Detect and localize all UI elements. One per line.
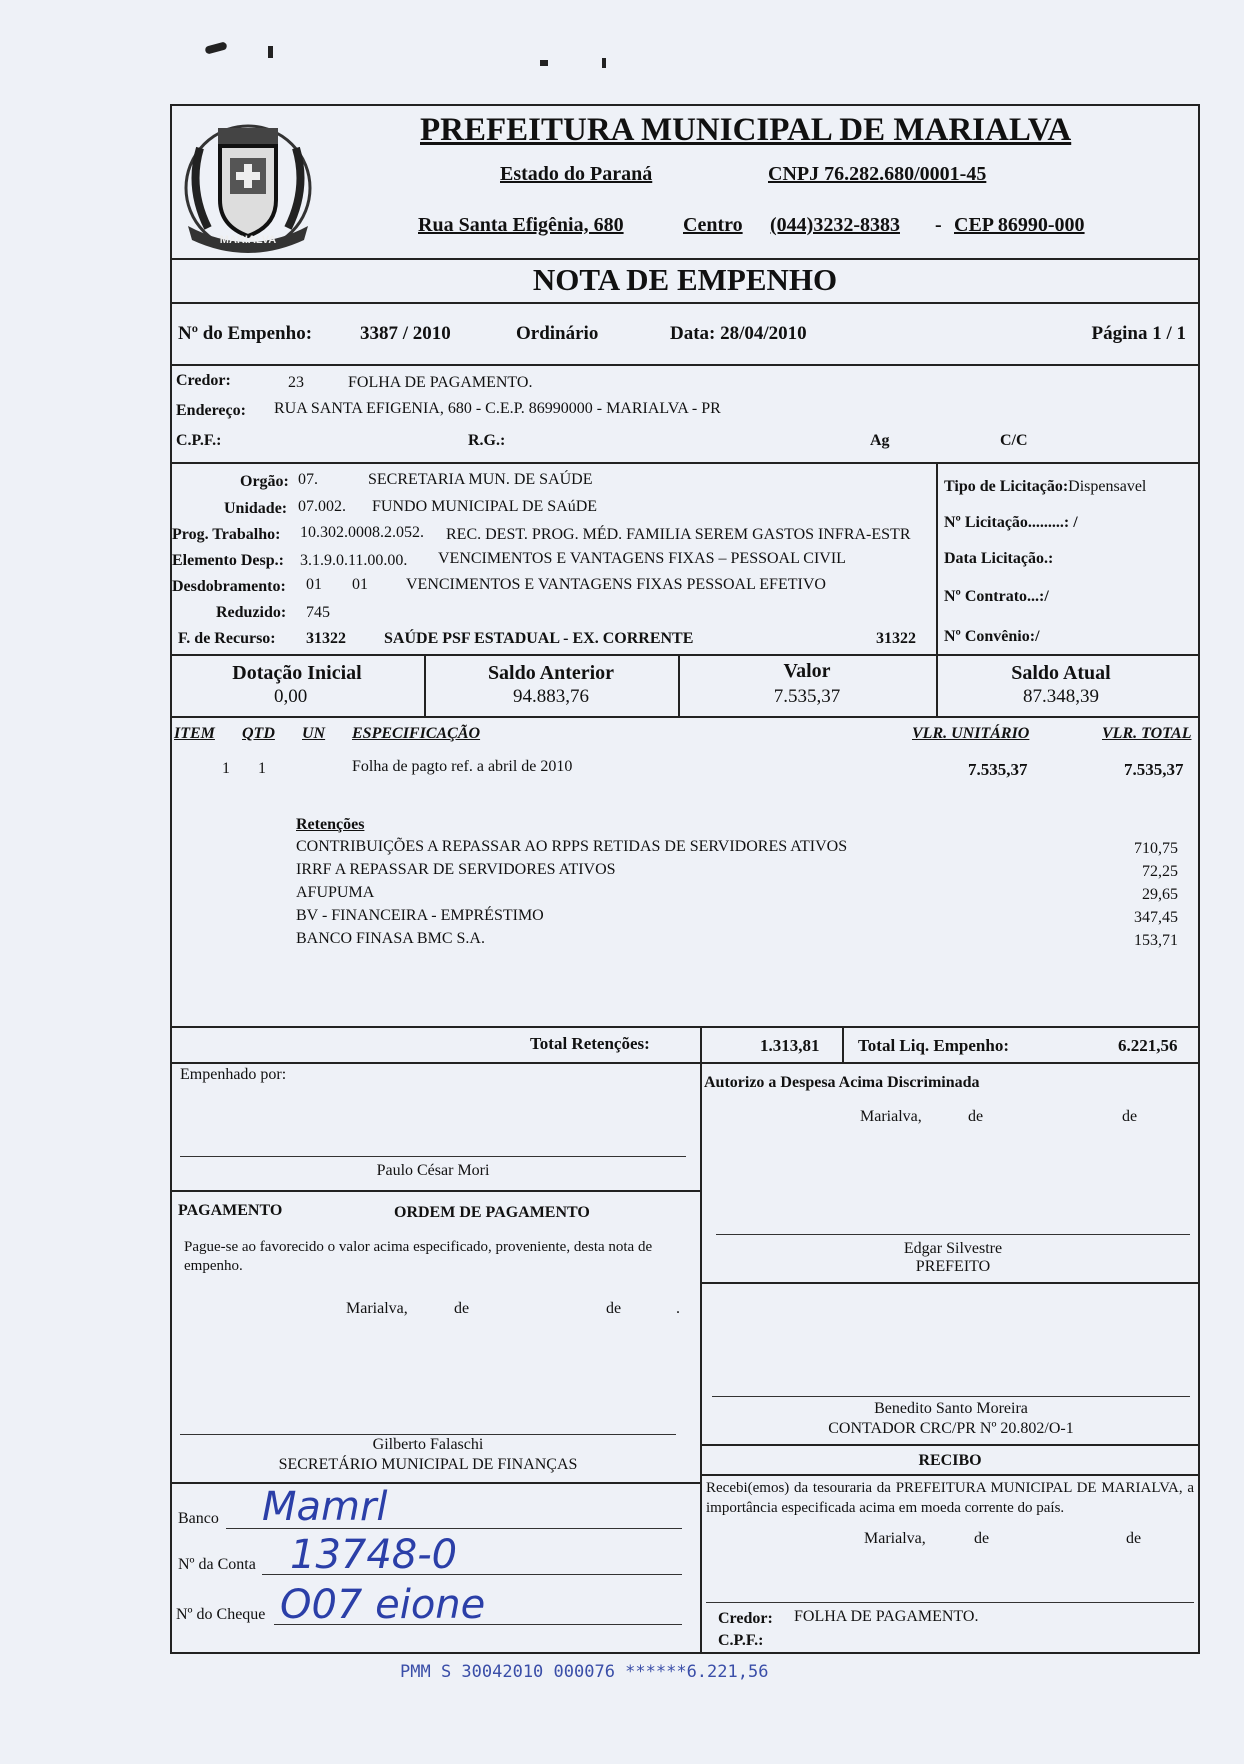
endereco-label: Endereço: (176, 402, 246, 419)
recibo-place: Marialva, (864, 1530, 926, 1547)
scan-mark (540, 60, 548, 66)
licitacao-type (944, 478, 1146, 496)
credor-code: 23 (288, 374, 304, 391)
pagamento-dot: . (676, 1300, 680, 1317)
col-valor-total: VLR. TOTAL (1102, 725, 1192, 742)
col-un: UN (302, 725, 326, 742)
page-number: Página 1 / 1 (1091, 323, 1186, 344)
retencao-label: AFUPUMA (296, 884, 375, 901)
col-valor-unitario: VLR. UNITÁRIO (912, 725, 1030, 742)
recibo-de: de (974, 1530, 990, 1547)
orgao-code: 07. (298, 471, 318, 488)
scan-mark (602, 58, 606, 68)
recibo-de: de (1126, 1530, 1142, 1547)
cc-label: C/C (1000, 432, 1028, 449)
saldo-anterior-label: Saldo Anterior (487, 662, 615, 684)
total-retencoes-label: Total Retenções: (530, 1034, 650, 1053)
signature-line (706, 1602, 1194, 1603)
accountant-name: Benedito Santo Moreira (874, 1400, 1028, 1417)
licitacao-date: Data Licitação.: (944, 550, 1054, 567)
dotacao-value: 0,00 (274, 686, 308, 707)
desdobramento-label: Desdobramento: (172, 578, 286, 595)
total-liquido-value: 6.221,56 (1118, 1036, 1178, 1055)
divider (842, 1026, 844, 1062)
credor-name: FOLHA DE PAGAMENTO. (348, 374, 533, 391)
saldo-atual-label: Saldo Atual (1011, 662, 1111, 684)
secretario-title: SECRETÁRIO MUNICIPAL DE FINANÇAS (278, 1456, 578, 1473)
divider (170, 1062, 1200, 1064)
ordem-pagamento-label: ORDEM DE PAGAMENTO (394, 1204, 590, 1221)
scan-mark (204, 41, 227, 54)
retencoes-title: Retenções (296, 816, 365, 833)
desdobramento-code: 01 (306, 576, 322, 593)
banco-handwriting: Mamrl (262, 1484, 388, 1530)
item-unit-value: 7.535,37 (968, 760, 1028, 779)
valor-value: 7.535,37 (773, 686, 841, 707)
retencao-value: 710,75 (1134, 840, 1178, 857)
total-retencoes-value: 1.313,81 (760, 1036, 820, 1055)
valor-label: Valor (783, 660, 831, 682)
reduzido-value: 745 (306, 604, 330, 621)
item-qty: 1 (258, 760, 266, 777)
recibo-title: RECIBO (918, 1452, 982, 1469)
prog-label: Prog. Trabalho: (172, 526, 281, 543)
col-qtd: QTD (242, 725, 275, 742)
divider (170, 302, 1200, 304)
retencao-value: 153,71 (1134, 932, 1178, 949)
state-label: Estado do Paraná (500, 163, 653, 185)
empenho-label: Nº do Empenho: (178, 323, 313, 344)
divider (700, 1444, 1200, 1446)
unidade-name: FUNDO MUNICIPAL DE SAúDE (372, 498, 598, 515)
cep-label: CEP 86990-000 (954, 214, 1085, 236)
reduzido-label: Reduzido: (216, 604, 287, 621)
conta-handwriting: 13748-0 (290, 1532, 458, 1578)
coat-of-arms-icon (178, 108, 318, 258)
divider (170, 462, 1200, 464)
col-item: ITEM (174, 725, 215, 742)
mayor-title: PREFEITO (915, 1258, 991, 1275)
dotacao-label: Dotação Inicial (232, 662, 362, 684)
recurso-name: SAÚDE PSF ESTADUAL - EX. CORRENTE (384, 630, 694, 647)
pagamento-place: Marialva, (346, 1300, 408, 1317)
recurso-code: 31322 (876, 630, 916, 647)
autorizo-de: de (968, 1108, 984, 1125)
prog-name: REC. DEST. PROG. MÉD. FAMILIA SEREM GASTOS INFRA-ESTR (446, 526, 911, 543)
col-especificacao: ESPECIFICAÇÃO (352, 725, 481, 742)
retencao-value: 347,45 (1134, 909, 1178, 926)
empenho-date: Data: 28/04/2010 (670, 323, 807, 344)
recurso-label: F. de Recurso: (178, 630, 276, 647)
street-label: Rua Santa Efigênia, 680 (418, 214, 624, 236)
pagamento-text: Pague-se ao favorecido o valor acima especificado, proveniente, desta nota de empenho. (184, 1239, 653, 1274)
retencao-value: 29,65 (1142, 886, 1178, 903)
elemento-name: VENCIMENTOS E VANTAGENS FIXAS – PESSOAL CIVIL (438, 550, 846, 567)
conta-label: Nº da Conta (178, 1556, 256, 1573)
endereco-value: RUA SANTA EFIGENIA, 680 - C.E.P. 86990000 - MARIALVA - PR (274, 400, 721, 417)
retencao-value: 72,25 (1142, 863, 1178, 880)
retencao-label: CONTRIBUIÇÕES A REPASSAR AO RPPS RETIDAS DE SERVIDORES ATIVOS (296, 838, 848, 855)
recibo-credor-label: Credor: (718, 1610, 773, 1627)
licitacao-type-label: Tipo de Licitação: (944, 478, 1069, 495)
elemento-label: Elemento Desp.: (172, 552, 284, 569)
divider (170, 258, 1200, 260)
retencao-label: IRRF A REPASSAR DE SERVIDORES ATIVOS (296, 861, 616, 878)
cheque-label: Nº do Cheque (176, 1606, 266, 1623)
retencao-label: BV - FINANCEIRA - EMPRÉSTIMO (296, 907, 544, 924)
district-label: Centro (683, 214, 743, 236)
empenhado-label: Empenhado por: (180, 1066, 287, 1083)
cnpj-label: CNPJ 76.282.680/0001-45 (768, 163, 987, 185)
item-total-value: 7.535,37 (1124, 760, 1184, 779)
desdobramento-name: VENCIMENTOS E VANTAGENS FIXAS PESSOAL EFETIVO (406, 576, 826, 593)
item-description: Folha de pagto ref. a abril de 2010 (352, 758, 573, 775)
doc-title: NOTA DE EMPENHO (532, 262, 838, 297)
divider (170, 364, 1200, 366)
divider (170, 1482, 700, 1484)
elemento-code: 3.1.9.0.11.00.00. (300, 552, 408, 569)
mayor-name: Edgar Silvestre (903, 1240, 1003, 1257)
desdobramento-code: 01 (352, 576, 368, 593)
convenio-number: Nº Convênio:/ (944, 628, 1040, 645)
divider (170, 1026, 1200, 1028)
pagamento-label: PAGAMENTO (178, 1202, 283, 1219)
licitacao-number: Nº Licitação.........: / (944, 514, 1078, 531)
saldo-atual-value: 87.348,39 (1023, 686, 1099, 707)
signature-line (712, 1396, 1190, 1397)
prog-code: 10.302.0008.2.052. (300, 524, 424, 541)
divider (700, 1282, 1200, 1284)
orgao-label: Orgão: (240, 473, 289, 490)
orgao-name: SECRETARIA MUN. DE SAÚDE (368, 471, 593, 488)
retencao-label: BANCO FINASA BMC S.A. (296, 930, 485, 947)
scan-mark (268, 46, 273, 58)
signature-line (180, 1156, 686, 1157)
divider (170, 654, 1200, 656)
recibo-credor-value: FOLHA DE PAGAMENTO. (794, 1608, 979, 1625)
total-liquido-label: Total Liq. Empenho: (858, 1036, 1009, 1055)
recibo-text: Recebi(emos) da tesouraria da PREFEITURA MUNICIPAL DE MARIALVA, a importância especificada acima em moeda corrente do país. (706, 1480, 1194, 1516)
phone-dash: - (935, 214, 942, 236)
unidade-code: 07.002. (298, 498, 346, 515)
rg-label: R.G.: (468, 432, 506, 449)
banco-label: Banco (178, 1510, 219, 1527)
secretario-name: Gilberto Falaschi (372, 1436, 484, 1453)
empenho-type: Ordinário (516, 323, 599, 344)
autorizo-label: Autorizo a Despesa Acima Discriminada (704, 1074, 980, 1091)
saldo-anterior-value: 94.883,76 (513, 686, 589, 707)
divider (700, 1026, 702, 1062)
signature-line (716, 1234, 1190, 1235)
cheque-handwriting: O07 eione (280, 1582, 486, 1628)
footer-stamp: PMM S 30042010 000076 ******6.221,56 (400, 1662, 769, 1682)
svg-text:MARIALVA: MARIALVA (219, 234, 277, 246)
divider (170, 1190, 700, 1192)
divider (700, 1062, 702, 1654)
item-number: 1 (222, 760, 230, 777)
cpf-label: C.P.F.: (176, 432, 222, 449)
licitacao-type-value: Dispensavel (1068, 478, 1147, 495)
empenhado-name: Paulo César Mori (376, 1162, 490, 1179)
autorizo-de: de (1122, 1108, 1138, 1125)
divider (936, 462, 938, 654)
credor-label: Credor: (176, 372, 231, 389)
ag-label: Ag (870, 432, 890, 449)
phone-label: (044)3232-8383 (770, 214, 900, 236)
accountant-title: CONTADOR CRC/PR Nº 20.802/O-1 (828, 1420, 1074, 1437)
divider (700, 1474, 1200, 1476)
unidade-label: Unidade: (224, 500, 288, 517)
org-title: PREFEITURA MUNICIPAL DE MARIALVA (420, 112, 1072, 148)
autorizo-place: Marialva, (860, 1108, 922, 1125)
signature-line (180, 1434, 676, 1435)
recurso-code: 31322 (306, 630, 346, 647)
pagamento-de: de (454, 1300, 470, 1317)
recibo-cpf-label: C.P.F.: (718, 1632, 764, 1649)
pagamento-de: de (606, 1300, 622, 1317)
divider (170, 716, 1200, 718)
empenho-number: 3387 / 2010 (360, 323, 451, 344)
contrato-number: Nº Contrato...:/ (944, 588, 1049, 605)
